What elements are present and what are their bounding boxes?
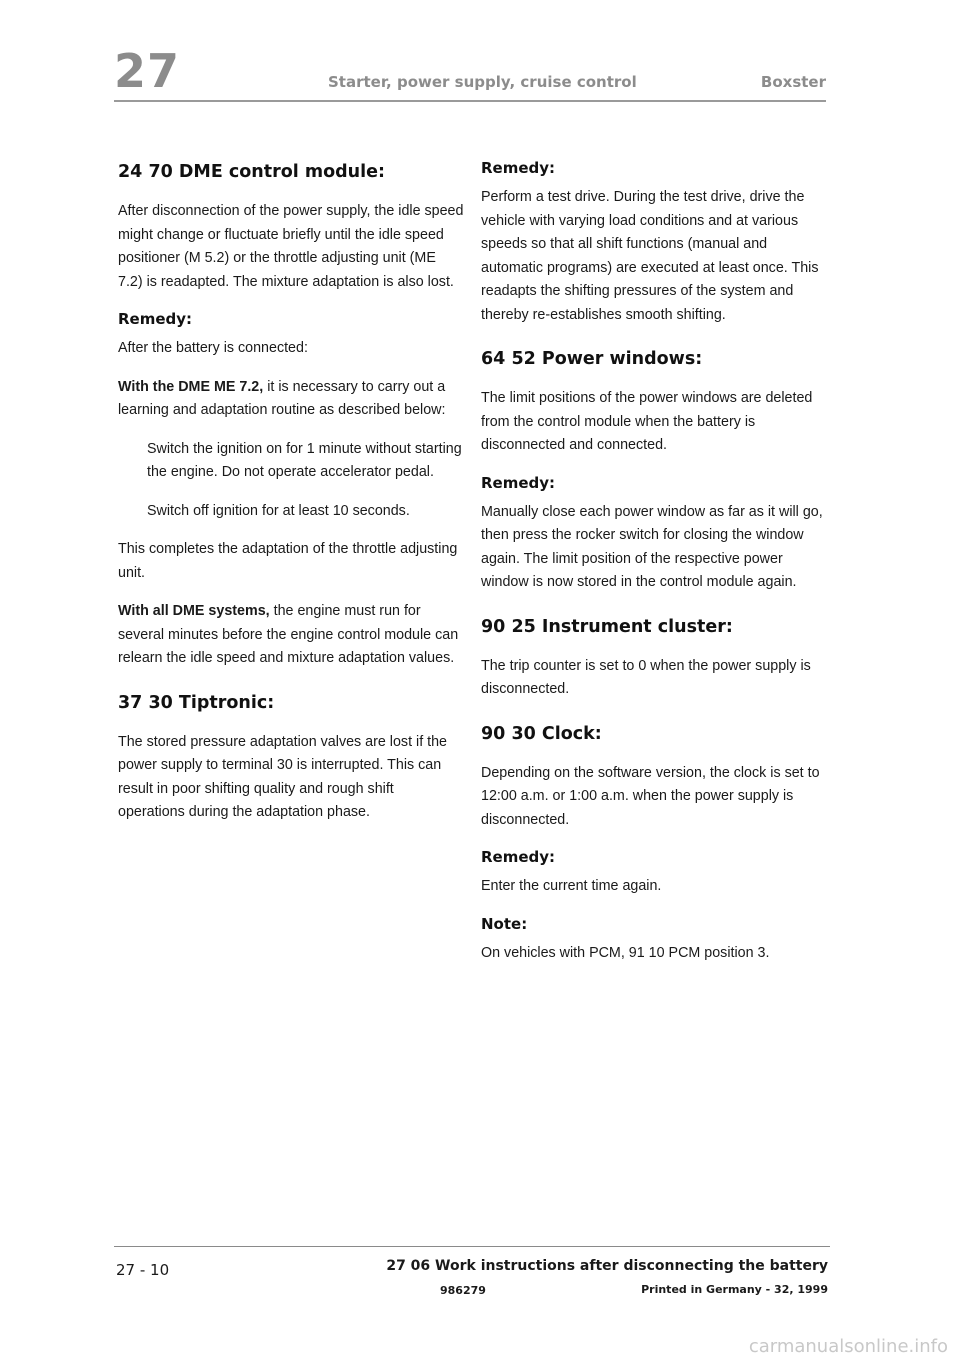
paragraph <box>118 376 464 423</box>
emphasis: With the DME ME 7.2, <box>118 378 264 395</box>
note-heading: Note: <box>481 914 528 933</box>
paragraph: Depending on the software version, the clock is set to 12:00 a.m. or 1:00 a.m. when the power supply is disconnected. <box>481 764 820 828</box>
section-heading: 64 52 Power windows: <box>481 349 703 369</box>
document-number: 986279 <box>440 1284 486 1297</box>
remedy-heading: Remedy: <box>481 473 556 492</box>
right-column <box>481 160 827 985</box>
remedy-heading: Remedy: <box>481 848 556 866</box>
paragraph: The trip counter is set to 0 when the power supply is disconnected. <box>481 657 811 697</box>
model-name: Boxster <box>760 73 826 91</box>
footer-divider <box>114 1246 830 1247</box>
paragraph: The limit positions of the power windows are deleted from the control module when the battery is disconnected and connected. <box>481 390 813 453</box>
paragraph: This completes the adaptation of the throttle adjusting unit. <box>118 541 458 581</box>
paragraph: The stored pressure adaptation valves are lost if the power supply to terminal 30 is interrupted. This can result in poor shifting quality and rough shift operations during the adaptation phase. <box>118 733 448 820</box>
section-instrument-cluster <box>481 615 827 702</box>
print-info: Printed in Germany - 32, 1999 <box>641 1283 828 1296</box>
paragraph: After the battery is connected: <box>118 340 308 356</box>
watermark: carmanualsonline.info <box>748 1336 948 1357</box>
paragraph-text: the engine must run for several minutes before the engine control module can relearn the idle speed and mixture adaptation values. <box>118 603 459 666</box>
page-number: 27 - 10 <box>116 1261 170 1279</box>
paragraph-text: it is necessary to carry out a learning and adaptation routine as described below: <box>118 378 446 418</box>
header-divider <box>114 100 826 102</box>
paragraph: On vehicles with PCM, 91 10 PCM position 3. <box>481 944 770 961</box>
instruction-step: Switch the ignition on for 1 minute without starting the engine. Do not operate accelerator pedal. <box>147 440 462 480</box>
paragraph: Perform a test drive. During the test drive, drive the vehicle with varying load conditions and at various speeds so that all shift functions (manual and automatic programs) are executed at least once. This readapts the shifting pressures of the system and thereby re-establishes smooth shifting. <box>481 189 819 323</box>
remedy-heading: Remedy: <box>481 159 556 177</box>
section-tiptronic-remedy <box>481 158 827 327</box>
paragraph: Manually close each power window as far as it will go, then press the rocker switch for closing the window again. The limit position of the respective power window is now stored in the control module again. <box>481 503 823 590</box>
section-clock <box>481 722 827 966</box>
section-heading: 37 30 Tiptronic: <box>118 692 275 713</box>
section-heading: 90 25 Instrument cluster: <box>481 616 733 637</box>
left-column <box>118 160 464 845</box>
paragraph: Enter the current time again. <box>481 878 662 894</box>
section-dme-control-module <box>118 160 464 671</box>
chapter-number: 27 <box>114 44 181 98</box>
chapter-title: Starter, power supply, cruise control <box>328 73 637 91</box>
section-power-windows <box>481 347 827 595</box>
emphasis: With all DME systems, <box>118 603 270 619</box>
footer-title: 27 06 Work instructions after disconnecting the battery <box>386 1258 828 1274</box>
instruction-step: Switch off ignition for at least 10 seconds. <box>147 502 410 519</box>
section-heading: 90 30 Clock: <box>481 723 602 744</box>
paragraph: After disconnection of the power supply, the idle speed might change or fluctuate briefly until the idle speed positioner (M 5.2) or the throttle adjusting unit (ME 7.2) is readapted. The mixture adaptation is also lost. <box>118 203 464 290</box>
page-header <box>114 44 826 100</box>
paragraph <box>118 600 464 671</box>
remedy-heading: Remedy: <box>118 310 193 328</box>
section-tiptronic <box>118 691 464 825</box>
section-heading: 24 70 DME control module: <box>118 162 385 182</box>
